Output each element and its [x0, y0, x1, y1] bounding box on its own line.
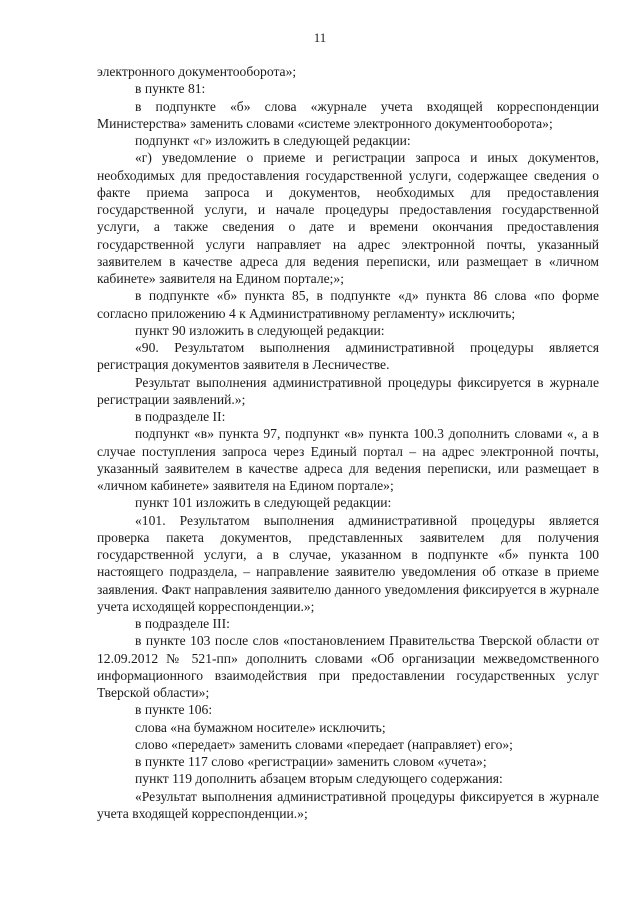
page-number: 11	[313, 30, 327, 45]
paragraph: слова «на бумажном носителе» исключить;	[135, 719, 386, 735]
paragraph: в подразделе III:	[135, 616, 230, 631]
paragraph: пункт 119 дополнить абзацем вторым следующего содержания:	[135, 771, 503, 787]
paragraph: в подпункте «б» слова «журнале учета входящей корреспонденции Министерства» заменить словами «системе электронного документооборота»;	[97, 98, 599, 131]
paragraph: в пункте 106:	[135, 702, 213, 718]
paragraph: в пункте 103 после слов «постановлением Правительства Тверской области от 12.09.2012 № 521-пп» дополнить словами «Об организации межведомственного информационного взаимодействия при предоставлении государственных услуг Тверской области»;	[97, 633, 599, 700]
document-body	[97, 63, 599, 822]
paragraph: «90. Результатом выполнения административной процедуры является регистрация документов заявителя в Лесничестве.	[97, 340, 599, 373]
paragraph: подпункт «г» изложить в следующей редакции:	[135, 133, 411, 148]
paragraph: «Результат выполнения административной процедуры фиксируется в журнале учета входящей корреспонденции.»;	[97, 788, 599, 821]
paragraph: пункт 101 изложить в следующей редакции:	[135, 495, 392, 511]
paragraph: в пункте 81:	[135, 81, 206, 97]
paragraph: слово «передает» заменить словами «передает (направляет) его»;	[135, 736, 513, 752]
paragraph: подпункт «в» пункта 97, подпункт «в» пункта 100.3 дополнить словами «, а в случае поступления запроса через Единый портал – на адрес электронной почты, указанный заявителем в качестве адреса для ведения переписки, или размещает в «личном кабинете» заявителя на Едином портале»;	[97, 426, 599, 493]
paragraph: электронного документооборота»;	[97, 64, 297, 79]
paragraph: Результат выполнения административной процедуры фиксируется в журнале регистрации заявлений.»;	[97, 374, 599, 407]
paragraph: пункт 90 изложить в следующей редакции:	[135, 322, 385, 338]
paragraph: в подпункте «б» пункта 85, в подпункте «д» пункта 86 слова «по форме согласно приложению 4 к Административному регламенту» исключить;	[97, 288, 599, 321]
paragraph: в пункте 117 слово «регистрации» заменить словом «учета»;	[135, 754, 487, 769]
paragraph: «г) уведомление о приеме и регистрации запроса и иных документов, необходимых для предоставления государственной услуги, содержащее сведения о факте приема запроса и документов, необходимых для предоставления государственной услуги, и начале процедуры предоставления государственной услуги, а также сведения о дате и времени окончания предоставления государственной услуги направляет на адрес электронной почты, указанный заявителем в качестве адреса для ведения переписки, или размещает в «личном кабинете» заявителя на Едином портале;»;	[97, 150, 599, 286]
paragraph: в подразделе II:	[135, 409, 226, 424]
paragraph: «101. Результатом выполнения административной процедуры является проверка пакета документов, представленных заявителем для получения государственной услуги, а в случае, указанном в подпункте «б» пункта 100 настоящего подраздела, – направление заявителю уведомления об отказе в приеме заявления. Факт направления заявителю данного уведомления фиксируется в журнале учета исходящей корреспонденции.»;	[97, 512, 599, 614]
